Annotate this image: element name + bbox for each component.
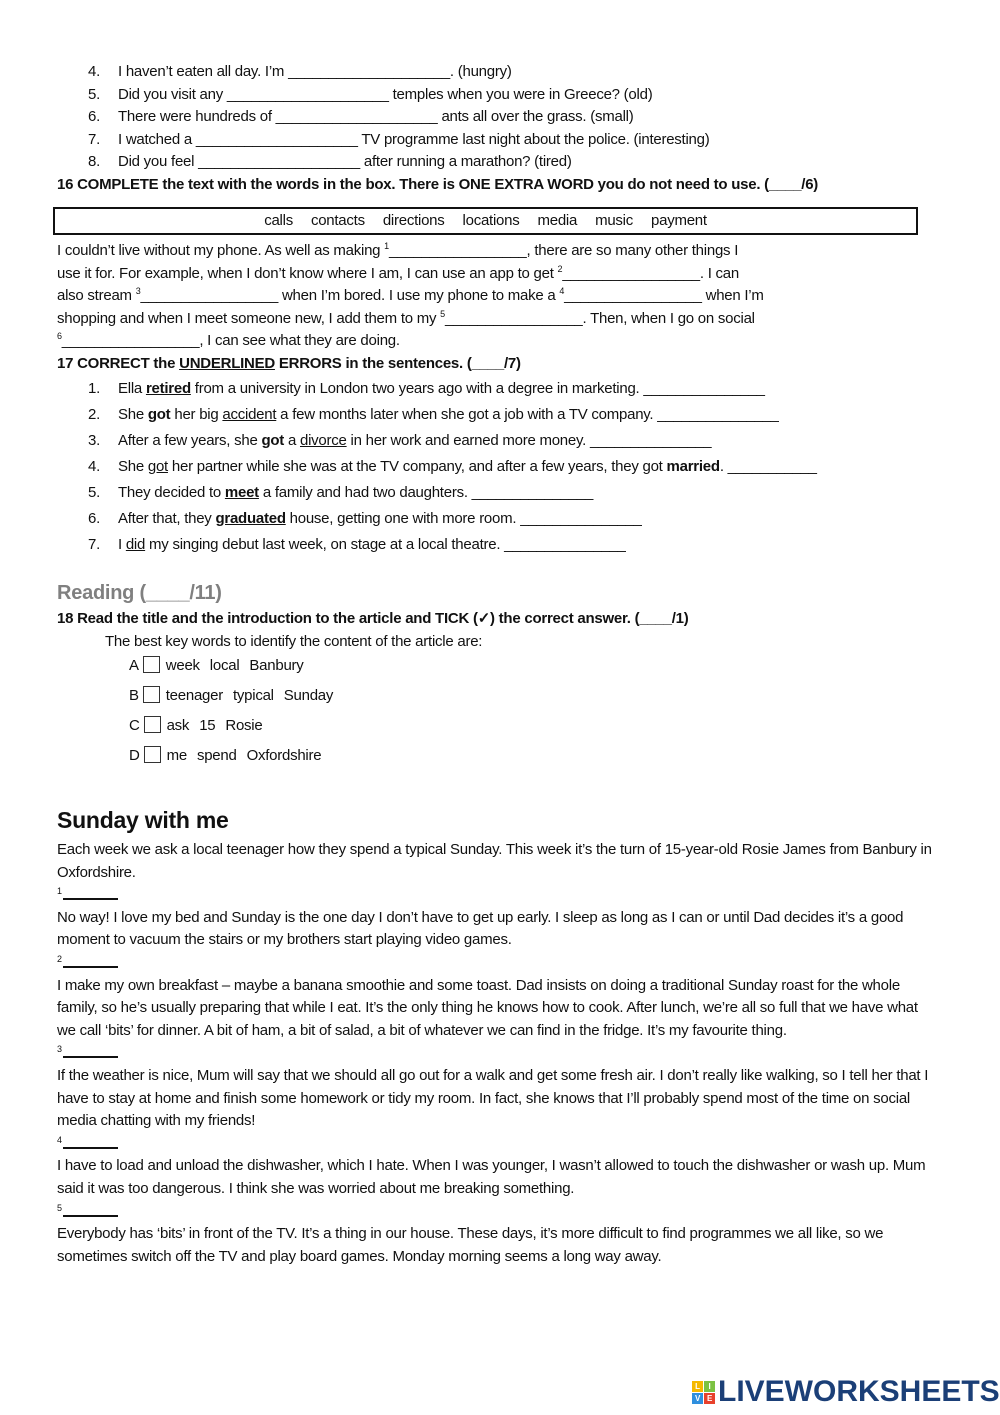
highlighted-word: got [147, 457, 168, 475]
box-word: music [595, 212, 634, 229]
text-segment: also stream [57, 287, 136, 305]
liveworksheets-logo: L I V E LIVEWORKSHEETS [692, 1375, 1000, 1409]
text-segment: from a university in London two years ago with a degree in marketing. _______________ [190, 379, 765, 397]
box-word: payment [651, 212, 707, 229]
item-number: 7. [88, 535, 101, 553]
text-segment: After that, they [118, 509, 216, 527]
text-segment: use it for. For example, when I don’t know where I am, I can use an app to get [57, 264, 558, 282]
highlighted-word: meet [224, 483, 259, 501]
box-word: media [537, 212, 578, 229]
article-paragraph: I make my own breakfast – maybe a banana smoothie and some toast. Dad insists on doing a traditional Sunday roast for the whole family, so he’s usually preparing that while I eat. It’s the only thing he knows how to cook. After lunch, we’re all so full that we have what we call ‘bits’ for dinner. A bit of ham, a bit of salad, a bit of whatever we can find in the fridge. It’s my favourite thing. [57, 976, 918, 1039]
text-segment: I couldn’t live without my phone. As well as making [57, 242, 385, 259]
text-segment: _________________ when I’m bored. I use my phone to make a [140, 287, 560, 305]
item-number: 5. [88, 483, 101, 501]
highlighted-word: got [261, 431, 285, 449]
text-segment: After a few years, she [118, 431, 262, 449]
option-word: 15 [199, 717, 216, 734]
gap-line [63, 966, 118, 968]
option-word: ask [166, 717, 190, 734]
text-segment: house, getting one with more room. _______________ [285, 509, 642, 527]
option-word: Banbury [249, 657, 304, 674]
option-word: spend [196, 747, 237, 764]
article-body [57, 839, 937, 1268]
text-segment: her partner while she was at the TV company, and after a few years, they got [167, 457, 667, 475]
article-title: Sunday with me [57, 807, 229, 833]
text-segment: . ___________ [719, 457, 817, 475]
text-segment: They decided to [118, 483, 225, 501]
gap-number: 4 [57, 1134, 62, 1145]
list-item [57, 506, 937, 532]
item-number: 6. [88, 509, 101, 527]
gap-number: 1 [57, 886, 62, 897]
exercise-18-prompt: The best key words to identify the content of the article are: [105, 633, 483, 650]
text-segment: She [118, 405, 148, 423]
text-line [57, 308, 937, 331]
text-segment: _________________, there are so many other things I [388, 242, 739, 259]
exercise-16-heading: 16 COMPLETE the text with the words in the box. There is ONE EXTRA WORD you do not need to use. (____/6) [57, 175, 819, 193]
article-paragraph: Everybody has ‘bits’ in front of the TV. It’s a thing in our house. These days, it’s more difficult to find programmes we all like, so we sometimes switch off the TV and play board games. Monday morning seems a long way away. [57, 1225, 884, 1265]
highlighted-word: retired [145, 379, 191, 397]
answer-option-d [129, 745, 331, 767]
text-segment: shopping and when I meet someone new, I add them to my [57, 309, 441, 327]
gap-line [63, 1147, 118, 1149]
highlighted-word: married [666, 457, 720, 475]
answer-option-a [129, 655, 314, 677]
exercise-17-list [57, 376, 937, 558]
article-paragraph: No way! I love my bed and Sunday is the one day I don’t have to get up early. I sleep as long as I can or until Dad decides it’s a good moment to vacuum the stairs or my brothers start playing video games. [57, 908, 904, 949]
logo-tile: E [704, 1393, 715, 1404]
text-segment: my singing debut last week, on stage at a local theatre. _______________ [145, 535, 626, 553]
exercise-16-text [57, 240, 937, 353]
gap-line [63, 1056, 118, 1058]
list-item [57, 376, 937, 402]
text-segment: She [118, 457, 148, 475]
highlighted-word: divorce [300, 431, 347, 449]
text-segment: _________________ when I’m [564, 287, 764, 305]
checkbox[interactable] [144, 716, 161, 733]
list-item [57, 428, 937, 454]
checkbox[interactable] [143, 656, 160, 673]
text-line [57, 263, 937, 286]
gap-number: 5 [57, 1202, 62, 1213]
highlighted-word: accident [222, 405, 277, 423]
option-word: Oxfordshire [246, 747, 322, 764]
gap-marker [57, 884, 937, 907]
text-segment: a few months later when she got a job with a TV company. _______________ [276, 405, 779, 423]
option-letter: A [129, 657, 139, 674]
list-item [57, 402, 937, 428]
option-word: Rosie [225, 717, 263, 734]
gap-number: 2 [57, 953, 62, 964]
gap-marker [57, 1042, 937, 1065]
option-letter: B [129, 687, 139, 704]
highlighted-word: got [147, 405, 171, 423]
item-number: 2. [88, 405, 101, 423]
option-word: week [165, 657, 200, 674]
list-item: 6. There were hundreds of ____________________ ants all over the grass. (small) [88, 108, 634, 126]
text-segment: a family and had two daughters. _______________ [258, 483, 594, 501]
box-word: calls [264, 212, 293, 229]
list-item [57, 532, 937, 558]
highlighted-word: did [125, 535, 146, 553]
text-line [57, 330, 937, 353]
text-line [57, 240, 937, 263]
exercise-17-heading: 17 CORRECT the UNDERLINED ERRORS in the sentences. (____/7) [57, 355, 521, 372]
option-letter: C [129, 717, 140, 734]
text-line [57, 285, 937, 308]
highlighted-word: graduated [215, 509, 286, 527]
box-word: contacts [310, 212, 365, 229]
list-item [57, 454, 937, 480]
checkbox[interactable] [143, 686, 160, 703]
blank-number: 1 [384, 241, 389, 251]
article-paragraph: If the weather is nice, Mum will say that we should all go out for a walk and get some fresh air. I don’t really like walking, so I tell her that I have to stay at home and finish some homework or tidy my room. In fact, she knows that I’ll probably spend most of the time on social media chatting with my friends! [57, 1066, 929, 1130]
article-intro: Each week we ask a local teenager how they spend a typical Sunday. This week it’s the turn of 15-year-old Rosie James from Banbury in Oxfordshire. [57, 841, 932, 881]
gap-number: 3 [57, 1044, 62, 1055]
logo-tile: V [692, 1393, 703, 1404]
text-segment: I [118, 535, 126, 553]
gap-marker [57, 1201, 937, 1224]
text-segment: _________________, I can see what they are doing. [61, 332, 400, 350]
blank-number: 2 [557, 263, 563, 274]
answer-option-c [129, 715, 272, 737]
list-item: 7. I watched a ____________________ TV programme last night about the police. (interesting) [88, 130, 710, 148]
list-item: 5. Did you visit any ____________________ temples when you were in Greece? (old) [88, 85, 653, 103]
item-number: 1. [88, 379, 101, 397]
list-item: 8. Did you feel ____________________ after running a marathon? (tired) [88, 153, 572, 171]
option-word: Sunday [283, 687, 334, 704]
logo-tile: L [692, 1381, 703, 1392]
option-letter: D [129, 747, 140, 764]
exercise-18-heading: 18 Read the title and the introduction to the article and TICK (✓) the correct answer. (____/1) [57, 610, 689, 627]
text-segment: _________________. I can [562, 264, 739, 282]
text-segment: in her work and earned more money. _______________ [346, 431, 712, 449]
text-segment: a [284, 431, 300, 449]
item-number: 3. [88, 431, 101, 449]
option-word: me [166, 747, 187, 764]
reading-section-heading: Reading (____/11) [57, 582, 222, 604]
box-word: directions [382, 212, 445, 229]
gap-marker [57, 952, 937, 975]
checkbox[interactable] [144, 746, 161, 763]
text-segment: _________________. Then, when I go on social [444, 309, 755, 327]
answer-option-b [129, 685, 343, 707]
text-segment: her big [170, 405, 223, 423]
exercise-17 [57, 353, 937, 558]
box-word: locations [462, 212, 520, 229]
blank-number: 5 [440, 308, 445, 319]
blank-number: 6 [57, 331, 62, 342]
word-box [53, 207, 918, 235]
text-segment: Ella [118, 379, 146, 397]
exercise-15-list [57, 61, 937, 197]
option-word: local [209, 657, 240, 674]
logo-tiles-icon [692, 1381, 715, 1404]
logo-tile: I [704, 1381, 715, 1392]
blank-number: 3 [135, 286, 141, 297]
blank-number: 4 [559, 286, 565, 297]
item-number: 4. [88, 457, 101, 475]
option-word: teenager [165, 687, 223, 704]
list-item [57, 480, 937, 506]
option-word: typical [232, 687, 274, 704]
gap-marker [57, 1133, 937, 1156]
list-item: 4. I haven’t eaten all day. I’m ____________________. (hungry) [88, 63, 512, 80]
gap-line [63, 898, 118, 900]
article-paragraph: I have to load and unload the dishwasher, which I hate. When I was younger, I wasn’t allowed to touch the dishwasher or wash up. Mum said it was too dangerous. I think she was worried about me breaking something. [57, 1157, 926, 1197]
gap-line [63, 1215, 118, 1217]
